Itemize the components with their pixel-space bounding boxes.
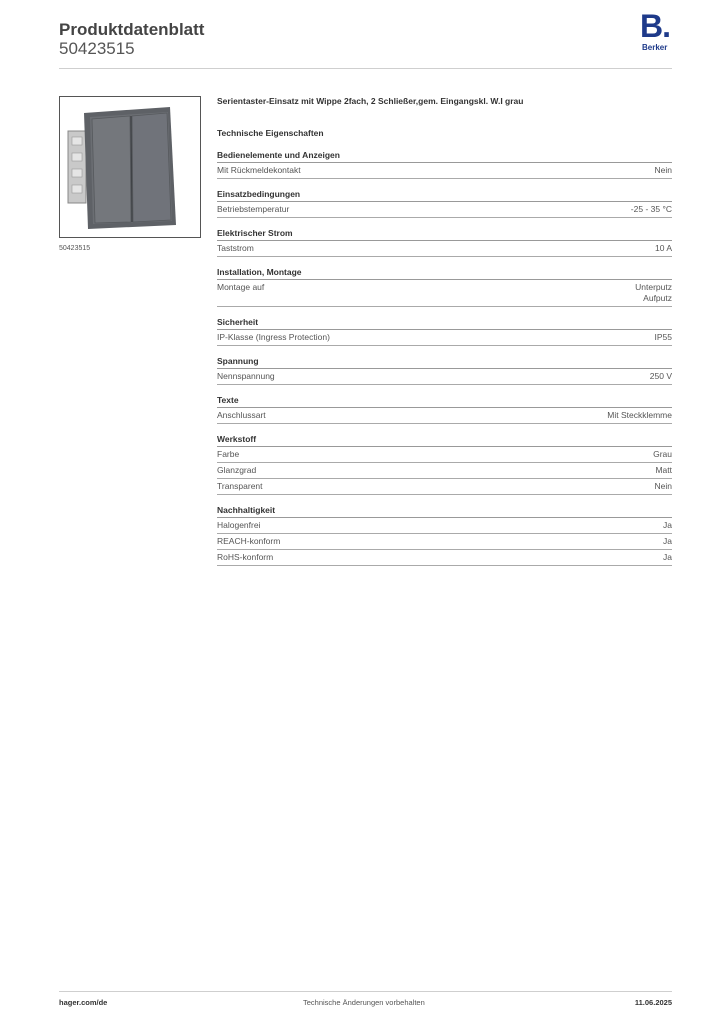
spec-row bbox=[217, 330, 672, 346]
footer-note: Technische Änderungen vorbehalten bbox=[303, 998, 425, 1007]
spec-label: Montage auf bbox=[217, 282, 265, 292]
spec-row bbox=[217, 463, 672, 479]
spec-sections bbox=[217, 150, 672, 566]
spec-label: REACH-konform bbox=[217, 536, 281, 546]
spec-row bbox=[217, 163, 672, 179]
spec-row bbox=[217, 408, 672, 424]
section-title: Einsatzbedingungen bbox=[217, 189, 672, 202]
spec-label: Mit Rückmeldekontakt bbox=[217, 165, 301, 175]
spec-label: IP-Klasse (Ingress Protection) bbox=[217, 332, 330, 342]
logo-text: Berker bbox=[642, 43, 668, 52]
spec-value-line: 250 V bbox=[649, 371, 672, 381]
spec-value bbox=[663, 520, 672, 531]
section-title: Werkstoff bbox=[217, 434, 672, 447]
spec-row bbox=[217, 534, 672, 550]
spec-section bbox=[217, 228, 672, 257]
spec-row bbox=[217, 202, 672, 218]
header-divider bbox=[59, 68, 672, 69]
section-title: Texte bbox=[217, 395, 672, 408]
spec-section bbox=[217, 505, 672, 566]
section-title: Elektrischer Strom bbox=[217, 228, 672, 241]
product-title: Serientaster-Einsatz mit Wippe 2fach, 2 Schließer,gem. Eingangskl. W.I grau bbox=[217, 96, 524, 106]
spec-value bbox=[655, 332, 673, 343]
spec-value-line: 10 A bbox=[654, 243, 672, 253]
spec-section bbox=[217, 267, 672, 307]
spec-value-line: IP55 bbox=[654, 332, 672, 342]
spec-row bbox=[217, 280, 672, 307]
spec-row bbox=[217, 479, 672, 495]
spec-value bbox=[655, 465, 672, 476]
footer-divider bbox=[59, 991, 672, 992]
spec-label: Taststrom bbox=[217, 243, 254, 253]
product-image bbox=[59, 96, 201, 238]
spec-value-line: Aufputz bbox=[643, 293, 672, 303]
spec-row bbox=[217, 518, 672, 534]
spec-value bbox=[655, 165, 672, 176]
spec-label: Glanzgrad bbox=[217, 465, 257, 475]
spec-label: RoHS-konform bbox=[217, 552, 274, 562]
image-caption: 50423515 bbox=[59, 245, 91, 252]
spec-value bbox=[663, 536, 672, 547]
spec-value bbox=[653, 449, 672, 460]
spec-section bbox=[217, 189, 672, 218]
spec-value bbox=[655, 243, 672, 254]
spec-value-line: Ja bbox=[663, 536, 672, 546]
spec-value-line: Unterputz bbox=[635, 282, 672, 292]
spec-section bbox=[217, 395, 672, 424]
spec-section bbox=[217, 434, 672, 495]
spec-label: Farbe bbox=[217, 449, 240, 459]
footer-url: hager.com/de bbox=[59, 998, 108, 1007]
section-title: Bedienelemente und Anzeigen bbox=[217, 150, 672, 163]
spec-value bbox=[607, 410, 672, 421]
spec-value bbox=[663, 552, 672, 563]
spec-value-line: Nein bbox=[654, 165, 672, 175]
spec-value bbox=[631, 204, 672, 215]
section-title: Installation, Montage bbox=[217, 267, 672, 280]
spec-value bbox=[655, 481, 672, 492]
spec-section bbox=[217, 150, 672, 179]
section-title: Nachhaltigkeit bbox=[217, 505, 672, 518]
spec-section bbox=[217, 317, 672, 346]
spec-label: Betriebstemperatur bbox=[217, 204, 290, 214]
spec-value-line: Ja bbox=[663, 520, 672, 530]
spec-value-line: Nein bbox=[654, 481, 672, 491]
spec-value-line: -25 - 35 °C bbox=[630, 204, 672, 214]
spec-row bbox=[217, 447, 672, 463]
tech-heading: Technische Eigenschaften bbox=[217, 128, 324, 138]
spec-value bbox=[635, 282, 672, 304]
section-title: Spannung bbox=[217, 356, 672, 369]
spec-label: Transparent bbox=[217, 481, 263, 491]
product-number: 50423515 bbox=[59, 39, 135, 58]
spec-row bbox=[217, 241, 672, 257]
spec-value-line: Ja bbox=[663, 552, 672, 562]
spec-value-line: Matt bbox=[655, 465, 672, 475]
spec-section bbox=[217, 356, 672, 385]
spec-row bbox=[217, 550, 672, 566]
spec-row bbox=[217, 369, 672, 385]
spec-content bbox=[217, 96, 672, 576]
footer-date: 11.06.2025 bbox=[634, 998, 672, 1007]
spec-label: Halogenfrei bbox=[217, 520, 261, 530]
berker-logo: B. Berker bbox=[640, 8, 670, 52]
spec-label: Anschlussart bbox=[217, 410, 266, 420]
spec-value bbox=[650, 371, 672, 382]
switch-illustration bbox=[60, 97, 200, 237]
page-title: Produktdatenblatt bbox=[59, 20, 205, 39]
spec-label: Nennspannung bbox=[217, 371, 275, 381]
section-title: Sicherheit bbox=[217, 317, 672, 330]
spec-value-line: Mit Steckklemme bbox=[607, 410, 672, 420]
spec-value-line: Grau bbox=[653, 449, 672, 459]
